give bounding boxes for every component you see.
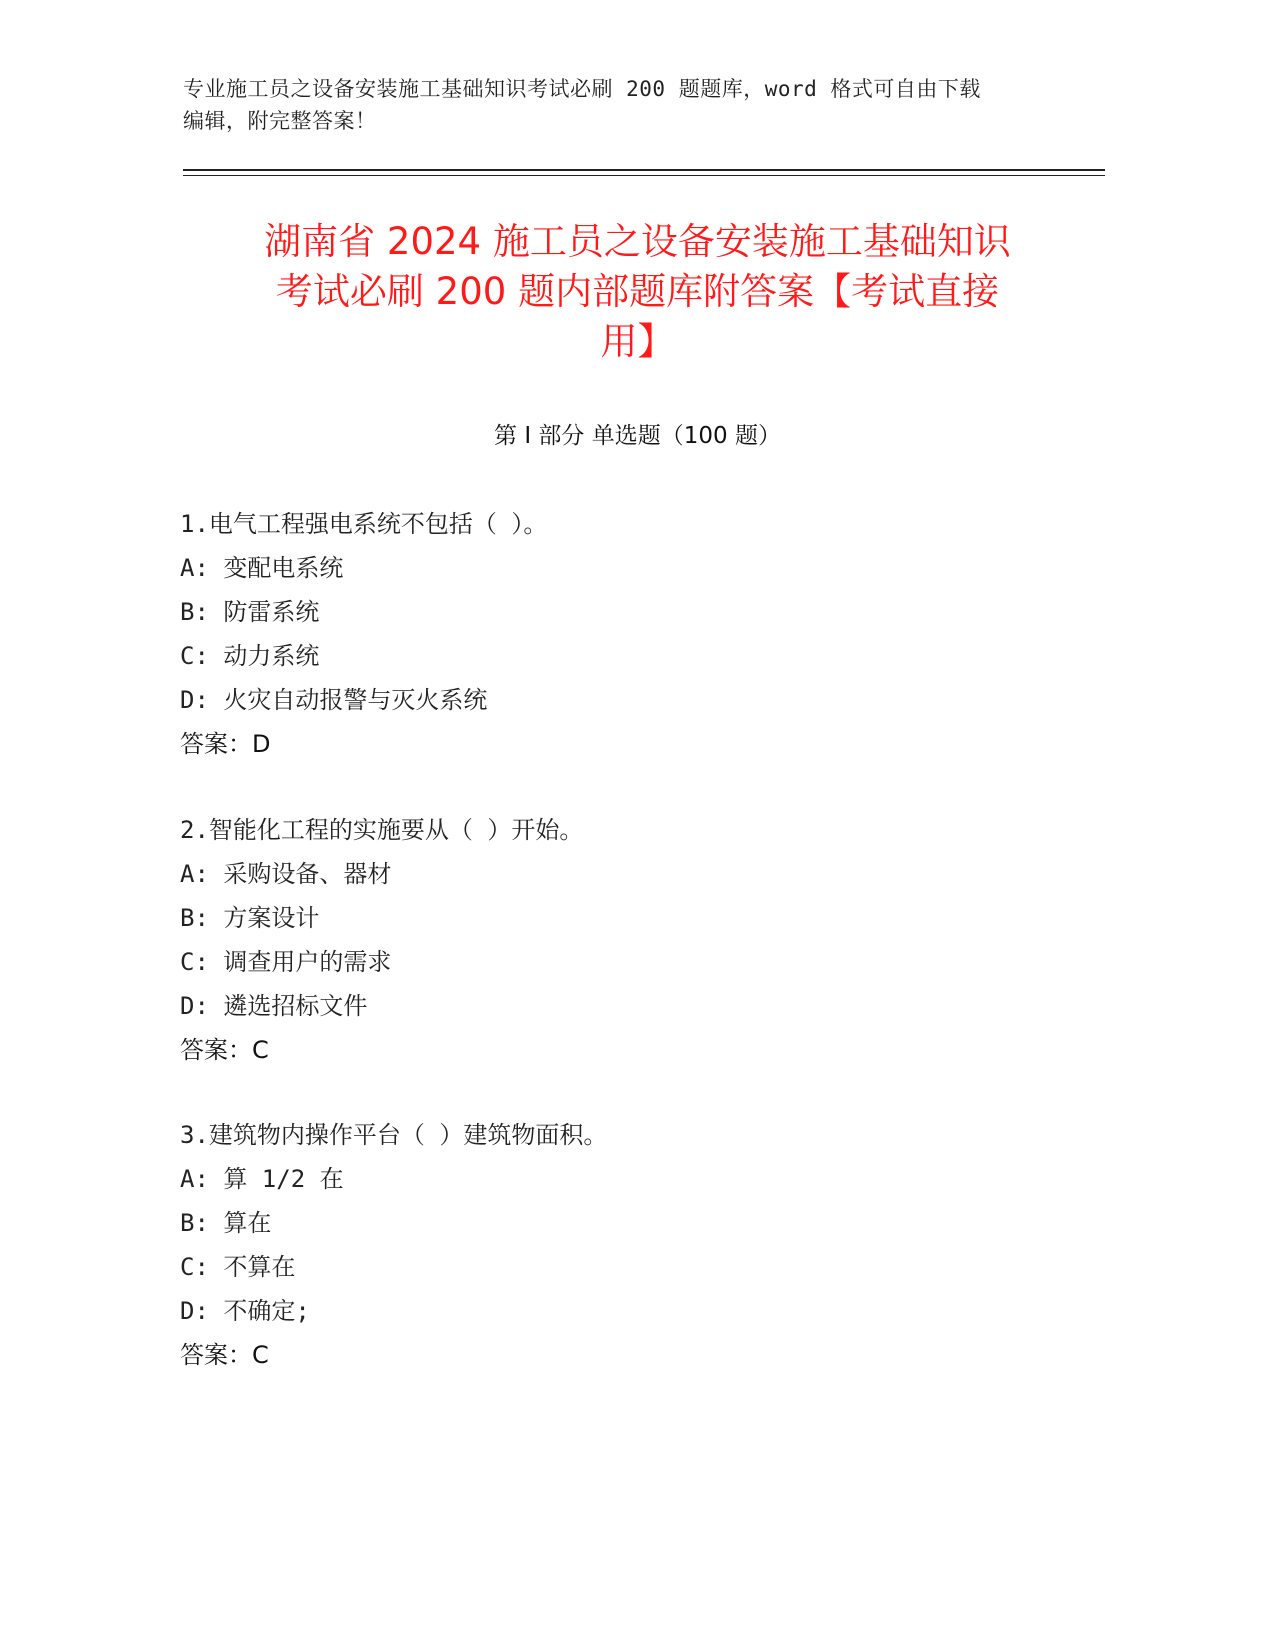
option-b: B: 算在 (180, 1209, 272, 1237)
document-title-line-2: 考试必刷 200 题内部题库附答案【考试直接 (275, 270, 1000, 313)
option-a: A: 变配电系统 (180, 554, 344, 582)
question-stem: 2.智能化工程的实施要从（ ）开始。 (180, 816, 584, 844)
option-c: C: 调查用户的需求 (180, 948, 392, 976)
header-note (183, 73, 1063, 137)
header-divider-thin (183, 175, 1105, 176)
header-note-line-1: 专业施工员之设备安装施工基础知识考试必刷 200 题题库，word 格式可自由下载 (183, 77, 981, 101)
document-title-line-1: 湖南省 2024 施工员之设备安装施工基础知识 (264, 220, 1011, 263)
document-title-line-3: 用】 (600, 320, 675, 363)
option-b: B: 方案设计 (180, 904, 320, 932)
option-d: D: 火灾自动报警与灭火系统 (180, 686, 488, 714)
question-stem: 1.电气工程强电系统不包括（ ）。 (180, 510, 548, 538)
question-1 (180, 502, 1080, 766)
question-stem: 3.建筑物内操作平台（ ）建筑物面积。 (180, 1121, 608, 1149)
answer: 答案：D (180, 730, 271, 758)
header-divider-thick (183, 169, 1105, 171)
section-heading: 第 I 部分 单选题（100 题） (494, 423, 781, 449)
header-note-line-2: 编辑，附完整答案！ (183, 109, 377, 133)
document-title (160, 217, 1115, 367)
answer: 答案：C (180, 1036, 269, 1064)
option-a: A: 采购设备、器材 (180, 860, 392, 888)
option-c: C: 动力系统 (180, 642, 320, 670)
option-a: A: 算 1/2 在 (180, 1165, 344, 1193)
option-d: D: 不确定; (180, 1297, 310, 1325)
question-2 (180, 808, 1080, 1072)
option-d: D: 遴选招标文件 (180, 992, 368, 1020)
option-b: B: 防雷系统 (180, 598, 320, 626)
answer: 答案：C (180, 1341, 269, 1369)
question-3 (180, 1113, 1080, 1377)
option-c: C: 不算在 (180, 1253, 296, 1281)
